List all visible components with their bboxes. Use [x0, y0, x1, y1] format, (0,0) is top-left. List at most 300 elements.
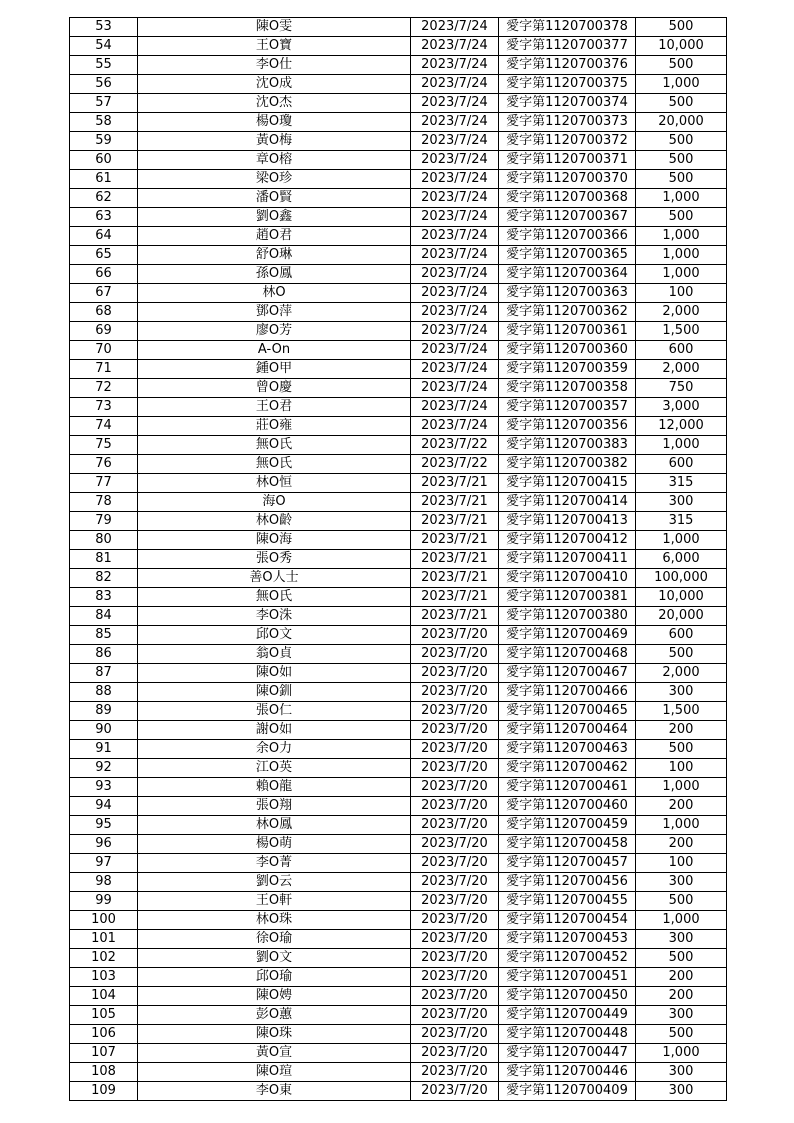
donation-date: 2023/7/20	[411, 645, 499, 664]
donor-name: 邱O文	[138, 626, 411, 645]
row-number: 56	[70, 75, 138, 94]
donation-date: 2023/7/20	[411, 740, 499, 759]
receipt-number: 愛字第1120700450	[499, 987, 636, 1006]
table-row	[70, 721, 727, 740]
table-row	[70, 360, 727, 379]
row-number: 109	[70, 1082, 138, 1101]
receipt-number: 愛字第1120700380	[499, 607, 636, 626]
receipt-number: 愛字第1120700366	[499, 227, 636, 246]
donor-name: 黃O梅	[138, 132, 411, 151]
table-row	[70, 436, 727, 455]
donation-amount: 600	[636, 626, 727, 645]
receipt-number: 愛字第1120700357	[499, 398, 636, 417]
receipt-number: 愛字第1120700382	[499, 455, 636, 474]
donor-name: 孫O鳳	[138, 265, 411, 284]
donation-date: 2023/7/24	[411, 246, 499, 265]
donation-date: 2023/7/21	[411, 512, 499, 531]
receipt-number: 愛字第1120700365	[499, 246, 636, 265]
donation-amount: 200	[636, 968, 727, 987]
donation-amount: 10,000	[636, 37, 727, 56]
donor-name: 謝O如	[138, 721, 411, 740]
donor-name: 章O榕	[138, 151, 411, 170]
receipt-number: 愛字第1120700358	[499, 379, 636, 398]
donation-amount: 1,000	[636, 531, 727, 550]
donation-amount: 200	[636, 797, 727, 816]
donor-name: 曾O慶	[138, 379, 411, 398]
donor-name: 黃O宣	[138, 1044, 411, 1063]
row-number: 77	[70, 474, 138, 493]
row-number: 54	[70, 37, 138, 56]
donation-amount: 100	[636, 759, 727, 778]
donation-amount: 500	[636, 132, 727, 151]
receipt-number: 愛字第1120700463	[499, 740, 636, 759]
donation-date: 2023/7/24	[411, 56, 499, 75]
row-number: 105	[70, 1006, 138, 1025]
donation-date: 2023/7/20	[411, 835, 499, 854]
row-number: 104	[70, 987, 138, 1006]
donation-date: 2023/7/24	[411, 303, 499, 322]
table-row	[70, 949, 727, 968]
receipt-number: 愛字第1120700378	[499, 18, 636, 37]
donation-amount: 500	[636, 170, 727, 189]
donor-name: 無O氏	[138, 436, 411, 455]
donation-table-body	[70, 18, 727, 1101]
donation-amount: 600	[636, 455, 727, 474]
donation-date: 2023/7/24	[411, 18, 499, 37]
table-row	[70, 626, 727, 645]
table-row	[70, 398, 727, 417]
receipt-number: 愛字第1120700465	[499, 702, 636, 721]
donor-name: 李O東	[138, 1082, 411, 1101]
row-number: 101	[70, 930, 138, 949]
donation-amount: 1,000	[636, 911, 727, 930]
donor-name: 沈O成	[138, 75, 411, 94]
table-row	[70, 493, 727, 512]
donation-amount: 300	[636, 683, 727, 702]
donation-amount: 1,000	[636, 816, 727, 835]
table-row	[70, 1082, 727, 1101]
receipt-number: 愛字第1120700364	[499, 265, 636, 284]
receipt-number: 愛字第1120700414	[499, 493, 636, 512]
table-row	[70, 170, 727, 189]
donation-date: 2023/7/24	[411, 360, 499, 379]
row-number: 72	[70, 379, 138, 398]
donation-date: 2023/7/20	[411, 816, 499, 835]
table-row	[70, 797, 727, 816]
row-number: 55	[70, 56, 138, 75]
receipt-number: 愛字第1120700467	[499, 664, 636, 683]
donation-date: 2023/7/20	[411, 1063, 499, 1082]
table-row	[70, 664, 727, 683]
receipt-number: 愛字第1120700362	[499, 303, 636, 322]
receipt-number: 愛字第1120700381	[499, 588, 636, 607]
receipt-number: 愛字第1120700451	[499, 968, 636, 987]
row-number: 96	[70, 835, 138, 854]
donor-name: 林O	[138, 284, 411, 303]
donor-name: 張O秀	[138, 550, 411, 569]
row-number: 53	[70, 18, 138, 37]
donation-amount: 6,000	[636, 550, 727, 569]
donor-name: 賴O龍	[138, 778, 411, 797]
receipt-number: 愛字第1120700462	[499, 759, 636, 778]
donor-name: 李O菁	[138, 854, 411, 873]
donor-name: 林O恒	[138, 474, 411, 493]
row-number: 106	[70, 1025, 138, 1044]
row-number: 102	[70, 949, 138, 968]
donor-name: 林O珠	[138, 911, 411, 930]
donation-date: 2023/7/24	[411, 75, 499, 94]
donation-date: 2023/7/24	[411, 379, 499, 398]
table-row	[70, 265, 727, 284]
donation-date: 2023/7/20	[411, 892, 499, 911]
donation-amount: 300	[636, 493, 727, 512]
donation-date: 2023/7/20	[411, 664, 499, 683]
donation-amount: 1,000	[636, 75, 727, 94]
row-number: 63	[70, 208, 138, 227]
receipt-number: 愛字第1120700413	[499, 512, 636, 531]
table-row	[70, 873, 727, 892]
receipt-number: 愛字第1120700376	[499, 56, 636, 75]
receipt-number: 愛字第1120700460	[499, 797, 636, 816]
donation-amount: 200	[636, 835, 727, 854]
receipt-number: 愛字第1120700449	[499, 1006, 636, 1025]
donation-date: 2023/7/20	[411, 854, 499, 873]
donor-name: 莊O雍	[138, 417, 411, 436]
donation-amount: 10,000	[636, 588, 727, 607]
donation-amount: 100	[636, 854, 727, 873]
donation-date: 2023/7/24	[411, 189, 499, 208]
row-number: 84	[70, 607, 138, 626]
table-row	[70, 987, 727, 1006]
receipt-number: 愛字第1120700367	[499, 208, 636, 227]
donor-name: 劉O云	[138, 873, 411, 892]
row-number: 95	[70, 816, 138, 835]
donation-amount: 300	[636, 873, 727, 892]
table-row	[70, 189, 727, 208]
donation-date: 2023/7/24	[411, 170, 499, 189]
donor-name: 李O洙	[138, 607, 411, 626]
table-row	[70, 740, 727, 759]
row-number: 80	[70, 531, 138, 550]
row-number: 86	[70, 645, 138, 664]
donation-amount: 500	[636, 949, 727, 968]
donation-amount: 300	[636, 1082, 727, 1101]
table-row	[70, 379, 727, 398]
donor-name: 張O翔	[138, 797, 411, 816]
table-row	[70, 892, 727, 911]
table-row	[70, 1063, 727, 1082]
donation-amount: 500	[636, 1025, 727, 1044]
table-row	[70, 37, 727, 56]
receipt-number: 愛字第1120700447	[499, 1044, 636, 1063]
row-number: 71	[70, 360, 138, 379]
donation-date: 2023/7/21	[411, 607, 499, 626]
row-number: 92	[70, 759, 138, 778]
donor-name: 陳O瑄	[138, 1063, 411, 1082]
donation-date: 2023/7/21	[411, 588, 499, 607]
donation-amount: 12,000	[636, 417, 727, 436]
receipt-number: 愛字第1120700454	[499, 911, 636, 930]
donor-name: 余O力	[138, 740, 411, 759]
table-row	[70, 816, 727, 835]
donation-amount: 200	[636, 721, 727, 740]
donation-amount: 100,000	[636, 569, 727, 588]
donor-name: 王O君	[138, 398, 411, 417]
donation-amount: 300	[636, 1063, 727, 1082]
donor-name: 梁O珍	[138, 170, 411, 189]
donor-name: 劉O鑫	[138, 208, 411, 227]
row-number: 68	[70, 303, 138, 322]
donor-name: 林O鳳	[138, 816, 411, 835]
donor-name: 潘O賢	[138, 189, 411, 208]
donation-date: 2023/7/24	[411, 417, 499, 436]
donor-name: 李O仕	[138, 56, 411, 75]
donation-amount: 1,000	[636, 227, 727, 246]
donor-name: 沈O杰	[138, 94, 411, 113]
donation-date: 2023/7/20	[411, 1025, 499, 1044]
row-number: 81	[70, 550, 138, 569]
table-row	[70, 113, 727, 132]
donation-date: 2023/7/24	[411, 284, 499, 303]
donation-amount: 20,000	[636, 113, 727, 132]
donor-name: 陳O娉	[138, 987, 411, 1006]
table-row	[70, 968, 727, 987]
donation-date: 2023/7/24	[411, 322, 499, 341]
row-number: 61	[70, 170, 138, 189]
receipt-number: 愛字第1120700464	[499, 721, 636, 740]
table-row	[70, 56, 727, 75]
donation-amount: 2,000	[636, 360, 727, 379]
row-number: 87	[70, 664, 138, 683]
table-row	[70, 607, 727, 626]
receipt-number: 愛字第1120700415	[499, 474, 636, 493]
receipt-number: 愛字第1120700361	[499, 322, 636, 341]
table-row	[70, 1025, 727, 1044]
row-number: 67	[70, 284, 138, 303]
table-row	[70, 854, 727, 873]
row-number: 76	[70, 455, 138, 474]
table-row	[70, 683, 727, 702]
donation-amount: 1,000	[636, 1044, 727, 1063]
table-row	[70, 75, 727, 94]
donation-date: 2023/7/21	[411, 493, 499, 512]
table-row	[70, 303, 727, 322]
receipt-number: 愛字第1120700452	[499, 949, 636, 968]
row-number: 64	[70, 227, 138, 246]
row-number: 85	[70, 626, 138, 645]
row-number: 60	[70, 151, 138, 170]
donor-name: 張O仁	[138, 702, 411, 721]
donation-date: 2023/7/20	[411, 1044, 499, 1063]
receipt-number: 愛字第1120700409	[499, 1082, 636, 1101]
donation-date: 2023/7/20	[411, 1006, 499, 1025]
donation-date: 2023/7/20	[411, 683, 499, 702]
donor-name: 陳O雯	[138, 18, 411, 37]
donation-amount: 2,000	[636, 303, 727, 322]
donation-date: 2023/7/24	[411, 37, 499, 56]
donation-amount: 315	[636, 474, 727, 493]
donation-date: 2023/7/24	[411, 265, 499, 284]
donor-name: 廖O芳	[138, 322, 411, 341]
donation-amount: 500	[636, 740, 727, 759]
receipt-number: 愛字第1120700468	[499, 645, 636, 664]
donation-amount: 500	[636, 645, 727, 664]
row-number: 99	[70, 892, 138, 911]
row-number: 100	[70, 911, 138, 930]
donation-amount: 300	[636, 930, 727, 949]
donation-amount: 1,000	[636, 436, 727, 455]
donor-name: 陳O如	[138, 664, 411, 683]
donation-date: 2023/7/24	[411, 151, 499, 170]
donor-name: 林O齡	[138, 512, 411, 531]
donation-date: 2023/7/24	[411, 227, 499, 246]
receipt-number: 愛字第1120700457	[499, 854, 636, 873]
receipt-number: 愛字第1120700375	[499, 75, 636, 94]
donation-amount: 1,500	[636, 322, 727, 341]
receipt-number: 愛字第1120700373	[499, 113, 636, 132]
donor-name: 趙O君	[138, 227, 411, 246]
donation-amount: 500	[636, 151, 727, 170]
donation-date: 2023/7/22	[411, 436, 499, 455]
donor-name: 王O軒	[138, 892, 411, 911]
donation-amount: 2,000	[636, 664, 727, 683]
receipt-number: 愛字第1120700412	[499, 531, 636, 550]
donor-name: 楊O瓊	[138, 113, 411, 132]
donor-name: 無O氏	[138, 455, 411, 474]
table-row	[70, 588, 727, 607]
table-row	[70, 474, 727, 493]
donation-date: 2023/7/24	[411, 132, 499, 151]
row-number: 62	[70, 189, 138, 208]
row-number: 83	[70, 588, 138, 607]
table-row	[70, 18, 727, 37]
row-number: 78	[70, 493, 138, 512]
donation-date: 2023/7/24	[411, 208, 499, 227]
donor-name: 無O氏	[138, 588, 411, 607]
donation-table	[69, 17, 727, 1101]
receipt-number: 愛字第1120700372	[499, 132, 636, 151]
donation-date: 2023/7/20	[411, 1082, 499, 1101]
donation-date: 2023/7/20	[411, 797, 499, 816]
receipt-number: 愛字第1120700446	[499, 1063, 636, 1082]
donation-amount: 750	[636, 379, 727, 398]
donation-date: 2023/7/20	[411, 873, 499, 892]
donor-name: 舒O琳	[138, 246, 411, 265]
donor-name: 鍾O甲	[138, 360, 411, 379]
row-number: 91	[70, 740, 138, 759]
donation-amount: 500	[636, 18, 727, 37]
donation-date: 2023/7/20	[411, 759, 499, 778]
donor-name: 徐O瑜	[138, 930, 411, 949]
donation-amount: 500	[636, 208, 727, 227]
table-row	[70, 284, 727, 303]
donor-name: 劉O文	[138, 949, 411, 968]
donor-name: 陳O珠	[138, 1025, 411, 1044]
receipt-number: 愛字第1120700377	[499, 37, 636, 56]
donation-amount: 500	[636, 94, 727, 113]
donation-amount: 300	[636, 1006, 727, 1025]
receipt-number: 愛字第1120700411	[499, 550, 636, 569]
donation-amount: 1,000	[636, 778, 727, 797]
table-row	[70, 778, 727, 797]
donation-date: 2023/7/24	[411, 341, 499, 360]
table-row	[70, 512, 727, 531]
donation-date: 2023/7/21	[411, 474, 499, 493]
row-number: 66	[70, 265, 138, 284]
row-number: 74	[70, 417, 138, 436]
donor-name: 江O英	[138, 759, 411, 778]
receipt-number: 愛字第1120700368	[499, 189, 636, 208]
donor-name: 陳O釧	[138, 683, 411, 702]
row-number: 75	[70, 436, 138, 455]
row-number: 108	[70, 1063, 138, 1082]
donor-name: 邱O瑜	[138, 968, 411, 987]
receipt-number: 愛字第1120700383	[499, 436, 636, 455]
table-row	[70, 1006, 727, 1025]
row-number: 70	[70, 341, 138, 360]
donation-amount: 315	[636, 512, 727, 531]
donor-name: A-On	[138, 341, 411, 360]
table-row	[70, 531, 727, 550]
donor-name: 彭O蕙	[138, 1006, 411, 1025]
table-row	[70, 911, 727, 930]
donation-amount: 1,000	[636, 246, 727, 265]
donation-amount: 1,500	[636, 702, 727, 721]
receipt-number: 愛字第1120700370	[499, 170, 636, 189]
receipt-number: 愛字第1120700356	[499, 417, 636, 436]
table-row	[70, 645, 727, 664]
row-number: 88	[70, 683, 138, 702]
table-row	[70, 132, 727, 151]
donation-amount: 20,000	[636, 607, 727, 626]
table-row	[70, 322, 727, 341]
donor-name: 陳O海	[138, 531, 411, 550]
receipt-number: 愛字第1120700374	[499, 94, 636, 113]
donor-name: 楊O萌	[138, 835, 411, 854]
row-number: 69	[70, 322, 138, 341]
donation-date: 2023/7/24	[411, 113, 499, 132]
row-number: 90	[70, 721, 138, 740]
donation-date: 2023/7/20	[411, 702, 499, 721]
row-number: 73	[70, 398, 138, 417]
donation-date: 2023/7/20	[411, 626, 499, 645]
donor-name: 王O寶	[138, 37, 411, 56]
row-number: 93	[70, 778, 138, 797]
donation-date: 2023/7/21	[411, 531, 499, 550]
donation-date: 2023/7/24	[411, 94, 499, 113]
row-number: 89	[70, 702, 138, 721]
receipt-number: 愛字第1120700469	[499, 626, 636, 645]
receipt-number: 愛字第1120700448	[499, 1025, 636, 1044]
donation-date: 2023/7/21	[411, 550, 499, 569]
donation-date: 2023/7/20	[411, 721, 499, 740]
receipt-number: 愛字第1120700455	[499, 892, 636, 911]
table-row	[70, 759, 727, 778]
table-row	[70, 341, 727, 360]
receipt-number: 愛字第1120700410	[499, 569, 636, 588]
table-row	[70, 417, 727, 436]
donation-date: 2023/7/20	[411, 949, 499, 968]
table-row	[70, 94, 727, 113]
donation-amount: 200	[636, 987, 727, 1006]
receipt-number: 愛字第1120700453	[499, 930, 636, 949]
receipt-number: 愛字第1120700359	[499, 360, 636, 379]
table-row	[70, 702, 727, 721]
donor-name: 善O人士	[138, 569, 411, 588]
donation-amount: 500	[636, 892, 727, 911]
donor-name: 海O	[138, 493, 411, 512]
donation-amount: 500	[636, 56, 727, 75]
